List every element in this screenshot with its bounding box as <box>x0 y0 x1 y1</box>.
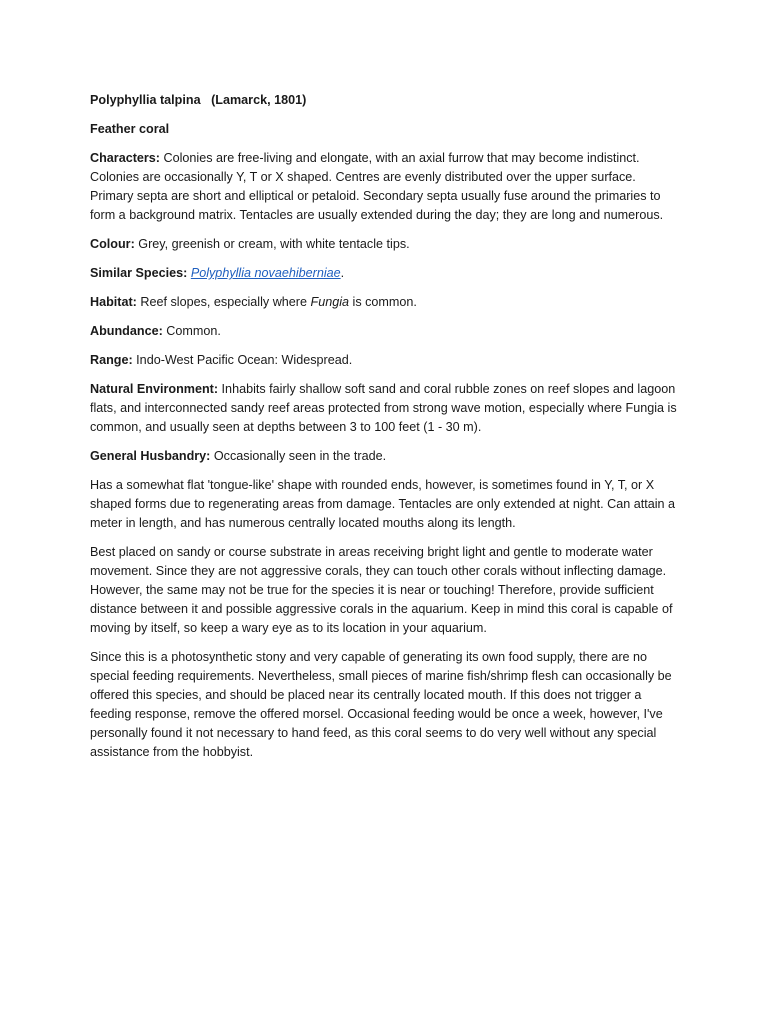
species-heading <box>90 91 682 110</box>
characters-paragraph <box>90 149 682 225</box>
habitat-paragraph <box>90 293 682 312</box>
colour-text: Grey, greenish or cream, with white tentacle tips. <box>134 237 410 251</box>
general-husbandry-text: Occasionally seen in the trade. <box>210 449 387 463</box>
similar-species-period: . <box>340 266 345 280</box>
abundance-text: Common. <box>162 324 221 338</box>
general-husbandry-paragraph <box>90 447 682 466</box>
characters-label: Characters: <box>90 151 160 165</box>
natural-environment-paragraph <box>90 380 682 437</box>
habitat-text-before: Reef slopes, especially where <box>136 295 311 309</box>
body-paragraph: Best placed on sandy or course substrate in areas receiving bright light and gentle to moderate water movement. Since they are not aggressive corals, they can touch other corals without inflecting damage. However, the same may not be true for the species it is near or touching! Therefore, provide sufficient distance between it and possible aggressive corals in the aquarium. Keep in mind this coral is capable of moving by itself, so keep a wary eye as to its location in your aquarium. <box>90 545 673 635</box>
natural-environment-text: Inhabits fairly shallow soft sand and coral rubble zones on reef slopes and lagoon flats, and interconnected sandy reef areas protected from strong wave motion, especially where Fungia is common, and usually seen at depths between 3 to 100 feet (1 - 30 m). <box>90 382 677 434</box>
colour-paragraph <box>90 235 682 254</box>
general-husbandry-label: General Husbandry: <box>90 449 211 463</box>
body-paragraph: Has a somewhat flat 'tongue-like' shape with rounded ends, however, is sometimes found in Y, T, or X shaped forms due to regenerating areas from damage. Tentacles are only extended at night. Can attain a meter in length, and has numerous centrally located mouths along its length. <box>90 478 676 530</box>
common-name-heading <box>90 120 682 139</box>
similar-species-label: Similar Species: <box>90 266 188 280</box>
natural-environment-label: Natural Environment: <box>90 382 219 396</box>
habitat-text-after: is common. <box>349 295 417 309</box>
range-text: Indo-West Pacific Ocean: Widespread. <box>132 353 353 367</box>
abundance-paragraph <box>90 322 682 341</box>
characters-text: Colonies are free-living and elongate, with an axial furrow that may become indistinct. Colonies are occasionally Y, T or X shaped. Centres are evenly distributed over the upper surface. Primary septa are short and elliptical or petaloid. Secondary septa usually fuse around the primaries to form a background matrix. Tentacles are usually extended during the day; they are long and numerous. <box>90 151 664 222</box>
colour-label: Colour: <box>90 237 135 251</box>
habitat-label: Habitat: <box>90 295 137 309</box>
abundance-label: Abundance: <box>90 324 163 338</box>
document-body <box>90 91 682 772</box>
species-name: Polyphyllia talpina <box>90 93 201 107</box>
habitat-genus: Fungia <box>310 295 350 309</box>
similar-species-link[interactable]: Polyphyllia novaehiberniae <box>190 266 341 280</box>
body-paragraph: Since this is a photosynthetic stony and very capable of generating its own food supply, there are no special feeding requirements. Nevertheless, small pieces of marine fish/shrimp flesh can occasionally be offered this species, and should be placed near its centrally located mouth. If this does not trigger a feeding response, remove the offered morsel. Occasional feeding would be once a week, however, I've personally found it not necessary to hand feed, as this coral seems to do very well without any special assistance from the hobbyist. <box>90 650 672 759</box>
range-label: Range: <box>90 353 133 367</box>
common-name: Feather coral <box>90 122 170 136</box>
range-paragraph <box>90 351 682 370</box>
similar-species-paragraph <box>90 264 682 283</box>
species-authority: (Lamarck, 1801) <box>211 93 307 107</box>
